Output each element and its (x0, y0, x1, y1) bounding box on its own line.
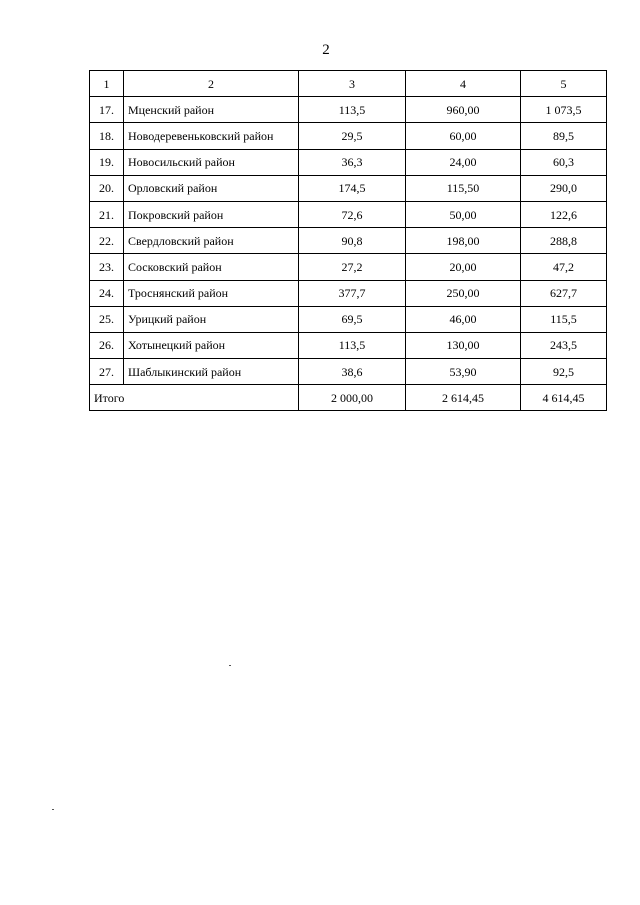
value-col-4: 24,00 (406, 149, 521, 175)
value-col-5: 288,8 (521, 228, 607, 254)
table-row (90, 254, 607, 280)
value-col-5: 290,0 (521, 175, 607, 201)
value-col-4: 50,00 (406, 201, 521, 227)
row-number: 23. (90, 254, 124, 280)
value-col-3: 29,5 (299, 123, 406, 149)
row-number: 27. (90, 359, 124, 385)
table-row (90, 359, 607, 385)
row-number: 17. (90, 97, 124, 123)
table-row (90, 175, 607, 201)
district-name: Мценский район (124, 97, 299, 123)
row-number: 26. (90, 332, 124, 358)
value-col-4: 53,90 (406, 359, 521, 385)
district-name: Новосильский район (124, 149, 299, 175)
value-col-4: 130,00 (406, 332, 521, 358)
value-col-3: 377,7 (299, 280, 406, 306)
district-name: Свердловский район (124, 228, 299, 254)
value-col-5: 89,5 (521, 123, 607, 149)
value-col-3: 174,5 (299, 175, 406, 201)
row-number: 19. (90, 149, 124, 175)
value-col-5: 92,5 (521, 359, 607, 385)
scan-speck (229, 665, 231, 666)
header-cell-5: 5 (521, 71, 607, 97)
value-col-3: 90,8 (299, 228, 406, 254)
district-name: Хотынецкий район (124, 332, 299, 358)
row-number: 24. (90, 280, 124, 306)
header-cell-4: 4 (406, 71, 521, 97)
header-cell-1: 1 (90, 71, 124, 97)
table-body (90, 97, 607, 411)
table-row (90, 228, 607, 254)
value-col-3: 36,3 (299, 149, 406, 175)
header-cell-3: 3 (299, 71, 406, 97)
district-name: Сосковский район (124, 254, 299, 280)
scan-speck (52, 809, 54, 810)
district-name: Новодеревеньковский район (124, 123, 299, 149)
value-col-5: 243,5 (521, 332, 607, 358)
total-col-5: 4 614,45 (521, 385, 607, 411)
district-name: Троснянский район (124, 280, 299, 306)
value-col-3: 113,5 (299, 97, 406, 123)
row-number: 25. (90, 306, 124, 332)
table-row (90, 201, 607, 227)
value-col-4: 20,00 (406, 254, 521, 280)
row-number: 22. (90, 228, 124, 254)
row-number: 18. (90, 123, 124, 149)
row-number: 21. (90, 201, 124, 227)
total-row (90, 385, 607, 411)
value-col-4: 250,00 (406, 280, 521, 306)
allocation-table (89, 70, 607, 411)
value-col-4: 60,00 (406, 123, 521, 149)
total-col-3: 2 000,00 (299, 385, 406, 411)
value-col-4: 115,50 (406, 175, 521, 201)
total-label: Итого (90, 385, 299, 411)
total-col-4: 2 614,45 (406, 385, 521, 411)
table-row (90, 123, 607, 149)
district-name: Покровский район (124, 201, 299, 227)
value-col-4: 198,00 (406, 228, 521, 254)
value-col-3: 27,2 (299, 254, 406, 280)
table-row (90, 280, 607, 306)
header-cell-2: 2 (124, 71, 299, 97)
value-col-5: 60,3 (521, 149, 607, 175)
value-col-5: 115,5 (521, 306, 607, 332)
header-row (90, 71, 607, 97)
district-name: Урицкий район (124, 306, 299, 332)
district-name: Орловский район (124, 175, 299, 201)
table-row (90, 97, 607, 123)
value-col-4: 960,00 (406, 97, 521, 123)
row-number: 20. (90, 175, 124, 201)
value-col-3: 113,5 (299, 332, 406, 358)
value-col-3: 69,5 (299, 306, 406, 332)
table-row (90, 332, 607, 358)
table-row (90, 149, 607, 175)
value-col-5: 47,2 (521, 254, 607, 280)
value-col-5: 627,7 (521, 280, 607, 306)
district-name: Шаблыкинский район (124, 359, 299, 385)
table-row (90, 306, 607, 332)
value-col-5: 1 073,5 (521, 97, 607, 123)
value-col-3: 72,6 (299, 201, 406, 227)
value-col-5: 122,6 (521, 201, 607, 227)
table-header (90, 71, 607, 97)
value-col-3: 38,6 (299, 359, 406, 385)
value-col-4: 46,00 (406, 306, 521, 332)
page-number: 2 (322, 42, 330, 58)
